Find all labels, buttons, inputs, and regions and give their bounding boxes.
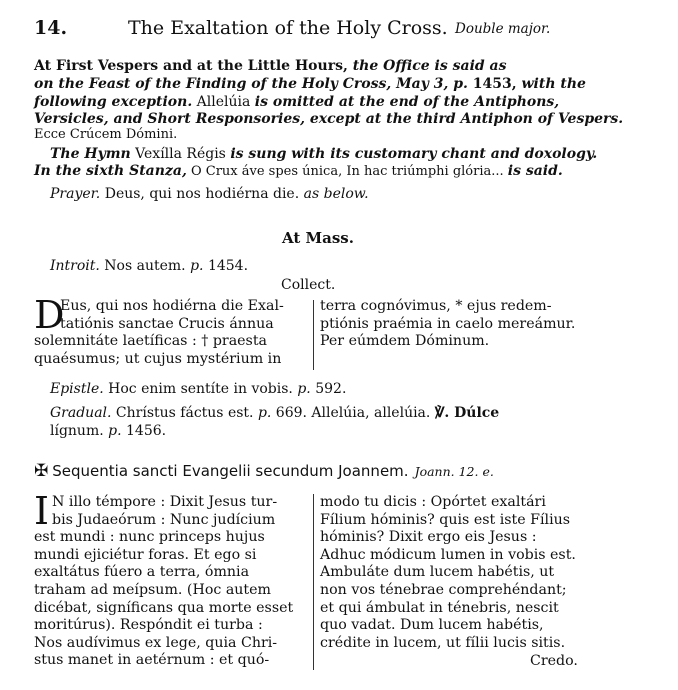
gospel-line: non vos ténebrae comprehéndant;	[320, 581, 567, 598]
epistle-label: Epistle.	[50, 381, 104, 397]
gradual-line-1	[50, 405, 499, 421]
feast-rank: Double major.	[455, 21, 551, 37]
gradual-page: 1456.	[121, 423, 167, 439]
page-number: 14.	[34, 17, 68, 39]
hymn-title: Vexílla Régis	[130, 146, 231, 162]
gospel-line: mundi ejiciétur foras. Et ego si	[34, 546, 257, 563]
hymn-text: is said.	[507, 163, 563, 179]
gospel-line: modo tu dicis : Opórtet exaltári	[320, 494, 546, 510]
gradual-versicle: ℣. Dúlce	[434, 405, 500, 421]
gradual-text: Chrístus fáctus est.	[111, 405, 258, 421]
gospel-divider	[313, 494, 314, 670]
rubric-roman: Allelúia	[192, 94, 255, 110]
hymn-line-2	[34, 163, 563, 179]
rubric-line-1	[34, 58, 507, 74]
hymn-stanza: O Crux áve spes única, In hac triúmphi glória...	[186, 164, 508, 179]
epistle-page: 592.	[310, 381, 347, 397]
collect-heading: Collect.	[281, 277, 336, 293]
rubric-lead: At First Vespers and at the Little Hours,	[34, 58, 348, 74]
cross-icon: ✠	[34, 461, 49, 481]
rubric-line-5: Ecce Crúcem Dómini.	[34, 127, 178, 142]
gospel-line: Fílium hóminis? quis est iste Fílius	[320, 511, 571, 528]
gospel-line: moritúrus). Respóndit ei turba :	[34, 617, 263, 634]
gradual-text: lígnum.	[50, 423, 109, 439]
gospel-line: Ambuláte dum lucem habétis, ut	[320, 564, 555, 581]
gospel-left-column	[34, 489, 294, 670]
hymn-text: In the sixth Stanza,	[34, 163, 187, 179]
prayer-text: Deus, qui nos hodiérna die.	[100, 186, 304, 202]
rubric-line-4: Versicles, and Short Responsories, except at the third Antiphon of Vespers.	[34, 111, 624, 127]
collect-line: Eus, qui nos hodiérna die Exal-	[60, 298, 284, 314]
gospel-dropcap: I	[34, 489, 50, 533]
hymn-text: is sung with its customary chant and doxology.	[230, 146, 598, 162]
rubric-text: with the	[516, 76, 586, 92]
collect-line: terra cognóvimus, * ejus redem-	[320, 298, 552, 314]
collect-line: solemnitáte laetíficas : † praesta	[34, 333, 267, 350]
rubric-text: on the Feast of the Finding of the Holy Cross, May 3, p.	[34, 76, 468, 92]
mass-heading: At Mass.	[282, 229, 354, 247]
epistle-line	[50, 381, 346, 397]
gospel-line: stus manet in aetérnum : et quó-	[34, 652, 270, 669]
introit-line	[50, 258, 248, 274]
prayer-label: Prayer.	[50, 186, 101, 202]
gradual-p: p.	[257, 405, 272, 421]
prayer-tail: as below.	[303, 186, 369, 202]
epistle-text: Hoc enim sentíte in vobis.	[103, 381, 298, 397]
rubric-text: is omitted at the end of the Antiphons,	[254, 94, 560, 110]
gospel-line: est mundi : nunc princeps hujus	[34, 529, 265, 546]
gospel-line: bis Judaeórum : Nunc judícium	[52, 511, 276, 528]
gospel-line: hóminis? Dixit ergo eis Jesus :	[320, 529, 537, 546]
gospel-line: et qui ámbulat in ténebris, nescit	[320, 599, 559, 616]
credo-rubric: Credo.	[530, 653, 578, 669]
gospel-line: crédite in lucem, ut fílii lucis sitis.	[320, 634, 566, 651]
gospel-line: traham ad meípsum. (Hoc autem	[34, 581, 271, 598]
collect-left-column	[34, 293, 284, 368]
gradual-label: Gradual.	[50, 405, 112, 421]
hymn-text: The Hymn	[50, 146, 131, 162]
rubric-page-ref: 1453,	[467, 76, 517, 92]
gradual-tail: 669. Allelúia, allelúia.	[271, 405, 435, 421]
gospel-heading	[34, 461, 494, 481]
page-title: The Exaltation of the Holy Cross.	[128, 17, 448, 39]
introit-p: p.	[190, 258, 204, 274]
collect-divider	[313, 300, 314, 370]
gospel-line: N illo témpore : Dixit Jesus tur-	[52, 494, 278, 510]
prayer-line	[50, 186, 369, 202]
gospel-line: exaltátus fúero a terra, ómnia	[34, 564, 250, 581]
gradual-p: p.	[108, 423, 122, 439]
collect-line: quaésumus; ut cujus mystérium in	[34, 350, 282, 367]
gospel-reference: Joann. 12. e.	[414, 464, 494, 479]
collect-dropcap: D	[34, 293, 65, 337]
rubric-text: the Office is said as	[347, 58, 507, 74]
gradual-line-2	[50, 423, 166, 439]
collect-line: tatiónis sanctae Crucis ánnua	[60, 315, 274, 332]
gospel-line: Nos audívimus ex lege, quia Chri-	[34, 634, 278, 651]
collect-line: ptiónis praémia in caelo mereámur.	[320, 315, 576, 332]
gospel-heading-text: Sequentia sancti Evangelii secundum Joannem.	[52, 462, 409, 480]
gospel-line: quo vadat. Dum lucem habétis,	[320, 617, 544, 634]
gospel-line: Adhuc módicum lumen in vobis est.	[320, 546, 576, 563]
introit-text: Nos autem.	[99, 258, 191, 274]
hymn-line-1	[50, 146, 597, 162]
gospel-right-column	[320, 494, 576, 652]
collect-right-column	[320, 298, 575, 351]
rubric-line-3	[34, 94, 559, 110]
introit-page: 1454.	[203, 258, 249, 274]
rubric-line-2	[34, 76, 586, 92]
gospel-line: dicébat, signíficans qua morte esset	[34, 599, 294, 616]
epistle-p: p.	[297, 381, 311, 397]
rubric-text: following exception.	[34, 94, 193, 110]
introit-label: Introit.	[50, 258, 100, 274]
collect-line: Per eúmdem Dóminum.	[320, 333, 490, 350]
